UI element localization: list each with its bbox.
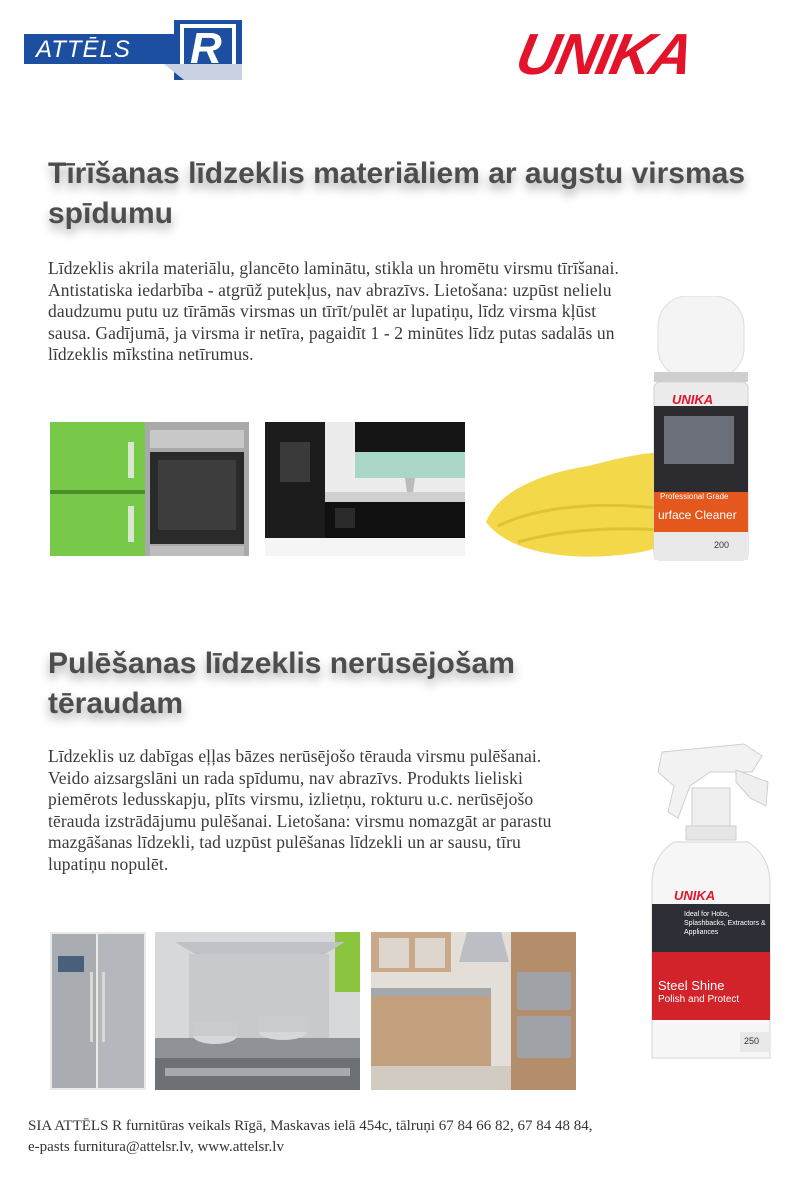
footer-line-1: SIA ATTĒLS R furnitūras veikals Rīgā, Maskavas ielā 454c, tālruņi 67 84 66 82, 67 84 48 84, [28, 1118, 593, 1134]
section1-heading: Tīrīšanas līdzeklis materiāliem ar augstu virsmas spīdumu [48, 157, 746, 230]
bottle-brand-label: UNIKA [674, 888, 716, 903]
steel-shine-product [640, 742, 780, 1064]
bottle-tagline: Ideal for Hobs, Splashbacks, Extractors & Appliances [684, 911, 766, 936]
footer-contact [28, 1116, 788, 1158]
bottle-name-line1: Steel Shine [658, 978, 725, 993]
attels-logo-r: R [190, 24, 222, 73]
svg-text:UNIKA: UNIKA [518, 24, 698, 82]
steel-cooktop-photo [155, 932, 360, 1090]
can-brand-label: UNIKA [672, 392, 714, 407]
section2-heading: Pulēšanas līdzeklis nerūsējošam tēraudam [48, 647, 515, 720]
footer-line-2: e-pasts furnitura@attelsr.lv, www.attelsr.lv [28, 1139, 284, 1155]
bottle-size-label: 250 [744, 1036, 760, 1046]
attels-r-logo [24, 20, 242, 80]
bottle-name-line2: Polish and Protect [658, 994, 740, 1005]
can-size-label: 200 [714, 540, 730, 550]
green-kitchen-photo [50, 422, 249, 556]
fridge-photo [50, 932, 146, 1090]
unika-logo [518, 24, 780, 82]
attels-logo-text: ATTĒLS [36, 36, 131, 63]
can-grade-label: Professional Grade [660, 492, 729, 501]
section2-paragraph: Līdzeklis uz dabīgas eļļas bāzes nerūsējošo tērauda virsmu pulēšanai. Veido aizsargslāni un rada spīdumu, nav abrazīvs. Produkts lieliski piemērots ledusskapju, plīts virsmu, izlietņu, rokturu u.c. nerūsējošo tērauda izstrādājumu pulēšanai. Lietošana: virsmu nomazgāt ar parastu mazgāšanas līdzekli, tad uzpūst pulēšanas līdzekli un ar sausu, tīru lupatiņu nopulēt. [48, 746, 552, 874]
can-product-name: urface Cleaner [658, 508, 737, 522]
section1-paragraph: Līdzeklis akrila materiālu, glancēto laminātu, stikla un hromētu virsmu tīrīšanai. Antistatiska iedarbība - atgrūž putekļus, nav abrazīvs. Lietošana: uzpūst nelielu daudzumu putu uz tīrāmās virsmas un tīrīt/pulēt ar lupatiņu, līdz virsma kļūst sausa. Gadījumā, ja virsma ir netīra, pagaidīt 1 - 2 minūtes līdz putas sadalās un līdzeklis mīkstina netīrumus. [48, 258, 619, 364]
wood-kitchen-photo [371, 932, 576, 1090]
black-kitchen-photo [265, 422, 465, 556]
surface-cleaner-product [478, 296, 768, 574]
